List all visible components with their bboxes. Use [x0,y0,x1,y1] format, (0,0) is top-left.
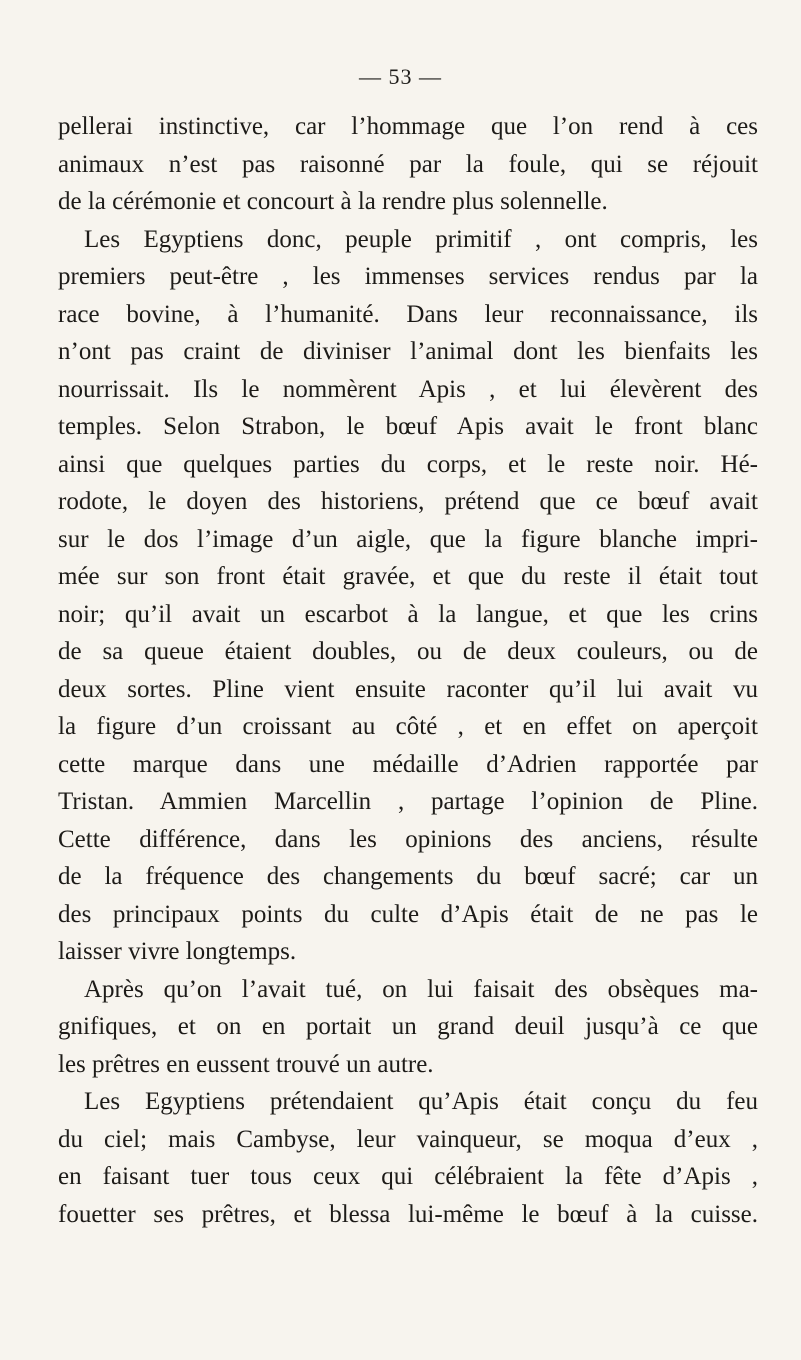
text-line: des principaux points du culte d’Apis était de ne pas le [58,900,758,928]
text-line: les prêtres en eussent trouvé un autre. [58,1050,434,1078]
text-line: en faisant tuer tous ceux qui célébraient la fête d’Apis , [58,1163,758,1190]
text-line: animaux n’est pas raisonné par la foule, qui se réjouit [58,150,758,178]
text-line: temples. Selon Strabon, le bœuf Apis avait le front blanc [58,413,758,440]
body-text [58,108,758,1233]
text-line: noir; qu’il avait un escarbot à la langue, et que les crins [58,600,758,628]
text-line: de sa queue étaient doubles, ou de deux couleurs, ou de [58,638,758,665]
text-line: n’ont pas craint de diviniser l’animal dont les bienfaits les [58,338,758,365]
text-line: gnifiques, et on en portait un grand deuil jusqu’à ce que [58,1013,758,1040]
text-line: Les Egyptiens prétendaient qu’Apis était conçu du feu [84,1088,758,1115]
text-line: la figure d’un croissant au côté , et en effet on aperçoit [58,713,758,740]
text-line: Tristan. Ammien Marcellin , partage l’opinion de Pline. [58,788,758,815]
text-line: mée sur son front était gravée, et que du reste il était tout [58,563,758,590]
text-line: premiers peut-être , les immenses services rendus par la [58,263,758,290]
text-line: cette marque dans une médaille d’Adrien rapportée par [58,750,758,778]
text-line: de la fréquence des changements du bœuf sacré; car un [58,863,758,890]
text-line: race bovine, à l’humanité. Dans leur reconnaissance, ils [58,300,758,328]
text-line: du ciel; mais Cambyse, leur vainqueur, se moqua d’eux , [58,1125,758,1153]
page-number: — 53 — [359,64,442,89]
text-line: Cette différence, dans les opinions des anciens, résulte [58,825,758,853]
text-line: de la cérémonie et concourt à la rendre plus solennelle. [58,188,608,215]
text-line: rodote, le doyen des historiens, prétend que ce bœuf avait [58,488,758,515]
text-line: deux sortes. Pline vient ensuite raconter qu’il lui avait vu [58,675,758,703]
text-line: fouetter ses prêtres, et blessa lui-même le bœuf à la cuisse. [58,1200,758,1228]
text-line: pellerai instinctive, car l’hommage que l’on rend à ces [58,113,758,140]
text-line: nourrissait. Ils le nommèrent Apis , et lui élevèrent des [58,375,758,403]
text-line: ainsi que quelques parties du corps, et le reste noir. Hé- [58,450,758,478]
text-line: Après qu’on l’avait tué, on lui faisait des obsèques ma- [84,975,758,1003]
text-line: sur le dos l’image d’un aigle, que la figure blanche impri- [58,525,758,553]
text-line: Les Egyptiens donc, peuple primitif , ont compris, les [84,225,758,253]
text-line: laisser vivre longtemps. [58,938,297,965]
